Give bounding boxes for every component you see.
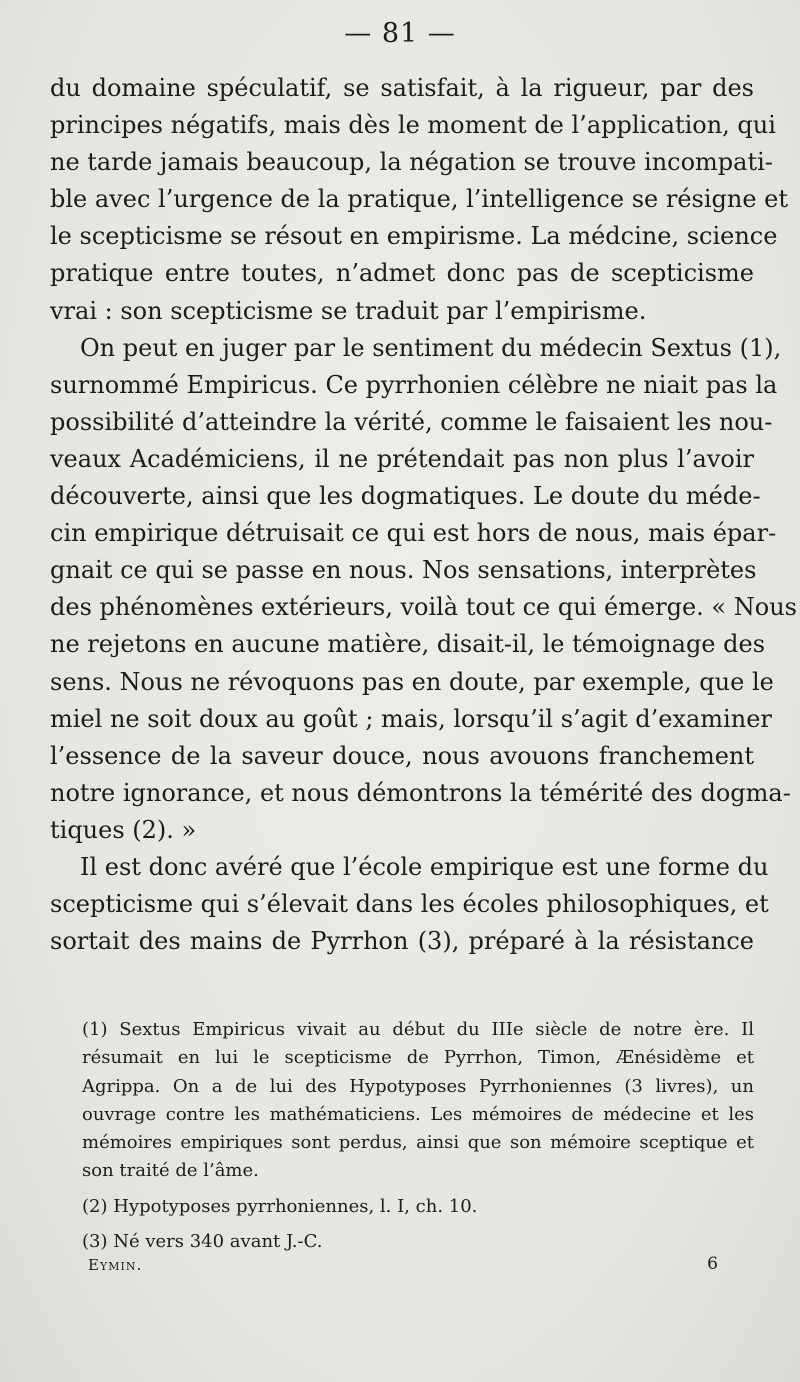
- text-line: gnait ce qui se passe en nous. Nos sensations, interprètes: [50, 556, 757, 585]
- text-line: cin empirique détruisait ce qui est hors de nous, mais épar-: [50, 519, 777, 548]
- text-line: tiques (2). »: [50, 815, 197, 844]
- footnotes: [82, 1016, 754, 1263]
- text-line: miel ne soit doux au goût ; mais, lorsqu’il s’agit d’examiner: [50, 704, 772, 733]
- text-line: sens. Nous ne révoquons pas en doute, par exemple, que le: [50, 667, 774, 696]
- footnote-line: ouvrage contre les mathématiciens. Les mémoires de médecine et les: [82, 1103, 754, 1125]
- text-line: ne rejetons en aucune matière, disait-il, le témoignage des: [50, 630, 766, 659]
- footnote-line: résumait en lui le scepticisme de Pyrrhon, Timon, Ænésidème et: [82, 1047, 754, 1069]
- text-line: possibilité d’atteindre la vérité, comme le faisaient les nou-: [50, 407, 773, 436]
- text-line: ble avec l’urgence de la pratique, l’intelligence se résigne et: [50, 185, 789, 214]
- text-line: le scepticisme se résout en empirisme. La médcine, science: [50, 222, 778, 251]
- text-line: Il est donc avéré que l’école empirique est une forme du: [80, 852, 769, 881]
- text-line: veaux Académiciens, il ne prétendait pas non plus l’avoir: [50, 444, 754, 473]
- footnote-2: (2) Hypotyposes pyrrhoniennes, l. I, ch. 10.: [82, 1195, 478, 1217]
- footnote-1: [82, 1016, 754, 1186]
- signature-mark: Eymin.: [88, 1256, 143, 1274]
- text-line: principes négatifs, mais dès le moment de l’application, qui: [50, 111, 776, 140]
- text-line: découverte, ainsi que les dogmatiques. Le doute du méde-: [50, 482, 761, 511]
- body-text: [50, 70, 797, 960]
- text-line: surnommé Empiricus. Ce pyrrhonien célèbre ne niait pas la: [50, 370, 778, 399]
- paragraph-1: [50, 70, 789, 330]
- text-line: notre ignorance, et nous démontrons la témérité des dogma-: [50, 778, 791, 807]
- page-number: — 81 —: [344, 18, 456, 49]
- sheet-number: 6: [707, 1254, 718, 1274]
- text-line: sortait des mains de Pyrrhon (3), préparé à la résistance: [50, 927, 754, 956]
- text-line: ne tarde jamais beaucoup, la négation se trouve incompati-: [50, 148, 773, 177]
- text-line: l’essence de la saveur douce, nous avouons franchement: [50, 741, 754, 770]
- paragraph-2: [50, 330, 797, 849]
- footnote-line: (1) Sextus Empiricus vivait au début du IIIe siècle de notre ère. Il: [82, 1019, 754, 1040]
- footnote-line: son traité de l’âme.: [82, 1160, 259, 1182]
- text-line: vrai : son scepticisme se traduit par l’empirisme.: [50, 296, 647, 325]
- text-line: scepticisme qui s’élevait dans les écoles philosophiques, et: [50, 890, 769, 919]
- footnote-3: (3) Né vers 340 avant J.-C.: [82, 1231, 323, 1253]
- paragraph-3: [50, 849, 769, 960]
- footnote-line: Agrippa. On a de lui des Hypotyposes Pyrrhoniennes (3 livres), un: [82, 1075, 754, 1097]
- text-line: du domaine spéculatif, se satisfait, à la rigueur, par des: [50, 74, 754, 102]
- text-line: pratique entre toutes, n’admet donc pas de scepticisme: [50, 259, 754, 288]
- footnote-line: mémoires empiriques sont perdus, ainsi que son mémoire sceptique et: [82, 1132, 754, 1154]
- text-line: des phénomènes extérieurs, voilà tout ce qui émerge. « Nous: [50, 593, 797, 622]
- text-line: On peut en juger par le sentiment du médecin Sextus (1),: [80, 333, 782, 362]
